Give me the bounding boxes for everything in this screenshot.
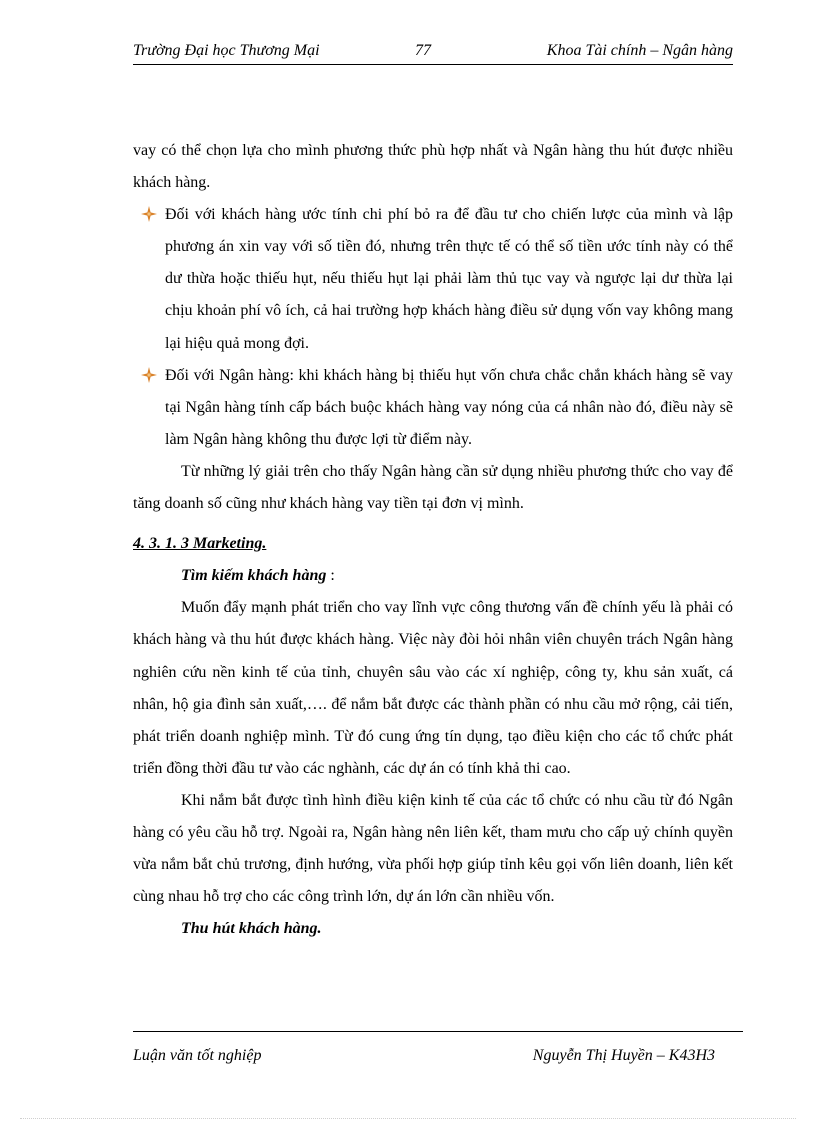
page-header bbox=[133, 40, 733, 64]
four-point-star-bullet-icon bbox=[141, 206, 157, 222]
header-page-number: 77 bbox=[415, 42, 431, 59]
page-content bbox=[133, 135, 733, 945]
bullet-text: Đối với Ngân hàng: khi khách hàng bị thiếu hụt vốn chưa chắc chắn khách hàng sẽ vay tại Ngân hàng tính cấp bách buộc khách hàng vay nóng của cá nhân nào đó, điều này sẽ làm Ngân hàng không thu được lợi từ điểm này. bbox=[165, 366, 733, 448]
footer-thesis: Luận văn tốt nghiệp bbox=[133, 1047, 262, 1064]
bullet-text: Đối với khách hàng ước tính chi phí bỏ ra để đầu tư cho chiến lược của mình và lập phương án xin vay với số tiền đó, nhưng trên thực tế có thể số tiền ước tính này có thể dư thừa hoặc thiếu hụt, nếu thiếu hụt lại phải làm thủ tục vay và ngược lại dư thừa lại chịu khoản phí vô ích, cả hai trường hợp khách hàng điều sử dụng vốn vay không mang lại hiệu quả mong đợi. bbox=[165, 206, 733, 352]
four-point-star-bullet-icon bbox=[141, 367, 157, 383]
paragraph-continuation: vay có thể chọn lựa cho mình phương thức phù hợp nhất và Ngân hàng thu hút được nhiều khách hàng. bbox=[133, 142, 733, 192]
bullet-item-customer bbox=[133, 199, 733, 359]
subheading-attract-customers: Thu hút khách hàng. bbox=[181, 920, 322, 938]
paragraph-marketing-2: Khi nắm bắt được tình hình điều kiện kinh tế của các tổ chức có nhu cầu từ đó Ngân hàng có yêu cầu hỗ trợ. Ngoài ra, Ngân hàng nên liên kết, tham mưu cho cấp uỷ chính quyền vừa nắm bắt chủ trương, định hướng, vừa phối hợp giúp tỉnh kêu gọi vốn liên doanh, liên kết cùng nhau hỗ trợ cho các công trình lớn, dự án lớn cần nhiều vốn. bbox=[133, 791, 733, 906]
header-school: Trường Đại học Thương Mại bbox=[133, 42, 320, 59]
header-faculty: Khoa Tài chính – Ngân hàng bbox=[546, 42, 733, 59]
paragraph-marketing-1: Muốn đẩy mạnh phát triển cho vay lĩnh vực công thương vấn đề chính yếu là phải có khách hàng và thu hút được khách hàng. Việc này đòi hỏi nhân viên chuyên trách Ngân hàng nghiên cứu nền kinh tế của tỉnh, chuyên sâu vào các xí nghiệp, công ty, khu sản xuất, cá nhân, hộ gia đình sản xuất,…. để nắm bắt được các thành phần có nhu cầu mở rộng, cải tiến, phát triển doanh nghiệp mình. Từ đó cung ứng tín dụng, tạo điều kiện cho các tổ chức phát triển đồng thời đầu tư vào các nghành, các dự án có tính khả thi cao. bbox=[133, 599, 733, 777]
subheading-find-customers bbox=[133, 560, 733, 592]
header-rule bbox=[133, 64, 733, 65]
paragraph-conclusion: Từ những lý giải trên cho thấy Ngân hàng cần sử dụng nhiều phương thức cho vay để tăng doanh số cũng như khách hàng vay tiền tại đơn vị mình. bbox=[133, 462, 733, 513]
page-edge-dots bbox=[20, 1118, 796, 1119]
footer-author: Nguyễn Thị Huyền – K43H3 bbox=[532, 1047, 715, 1064]
subheading-text: Tìm kiếm khách hàng bbox=[181, 567, 327, 585]
footer-rule bbox=[133, 1031, 743, 1032]
subheading-colon: : bbox=[326, 567, 335, 585]
bullet-item-bank bbox=[133, 360, 733, 456]
section-heading: 4. 3. 1. 3 Marketing. bbox=[133, 535, 267, 553]
